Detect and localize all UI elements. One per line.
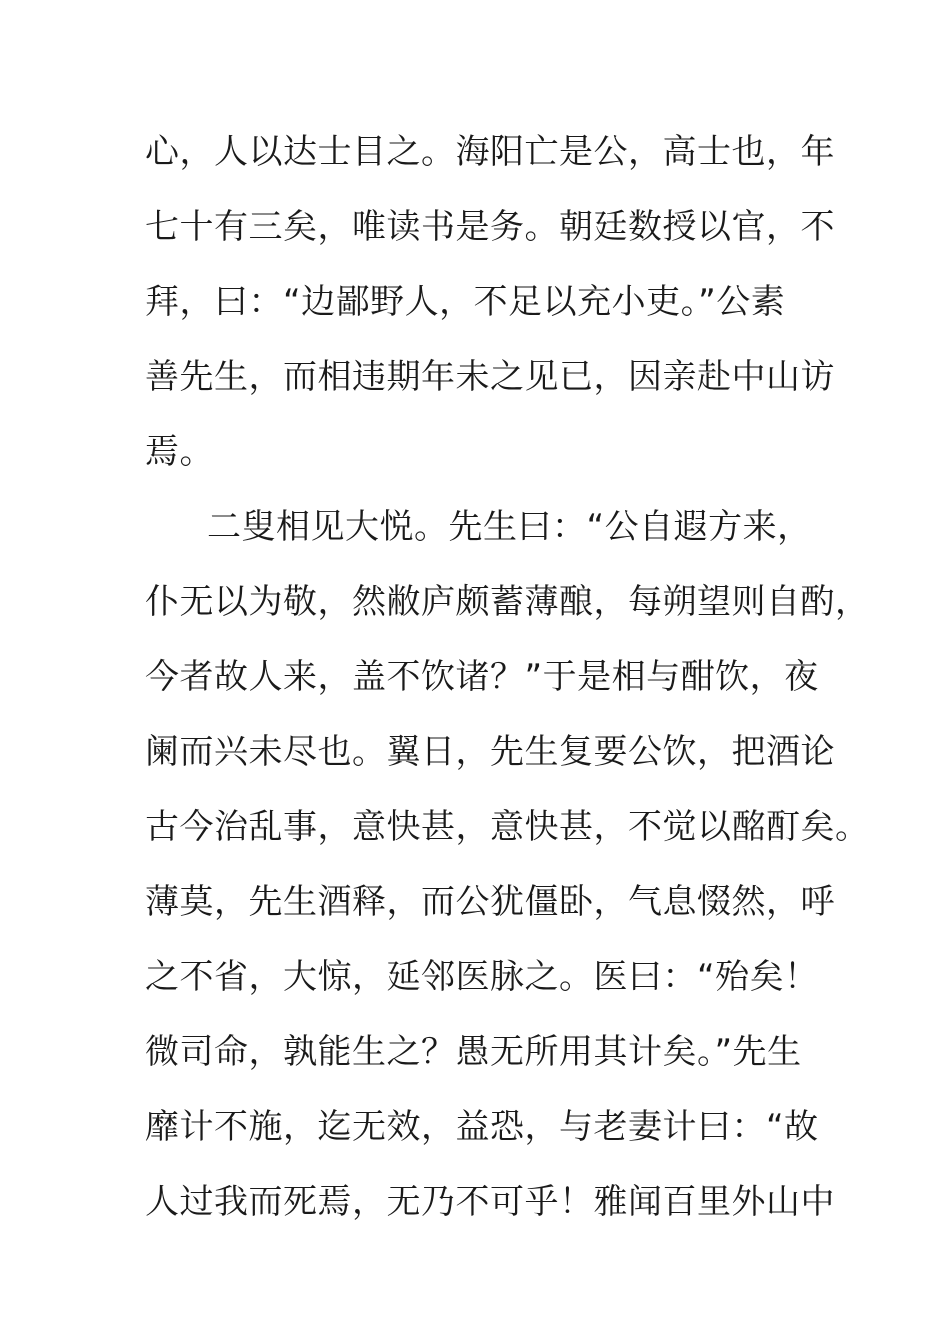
text-line: 靡计不施，迄无效，益恐，与老妻计曰：“故 (145, 1107, 819, 1147)
text-line: 古今治乱事，意快甚，意快甚，不觉以酩酊矣。 (145, 807, 870, 847)
text-line: 善先生，而相违期年未之见已，因亲赴中山访 (145, 357, 835, 397)
text-line: 微司命，孰能生之？愚无所用其计矣。”先生 (145, 1032, 802, 1072)
text-line: 焉。 (145, 432, 214, 472)
text-line: 二叟相见大悦。先生曰：“公自遐方来， (207, 507, 812, 547)
text-line: 阑而兴未尽也。翼日，先生复要公饮，把酒论 (145, 732, 835, 772)
text-line: 七十有三矣，唯读书是务。朝廷数授以官，不 (145, 207, 835, 247)
text-line: 今者故人来，盖不饮诸？”于是相与酣饮，夜 (145, 657, 819, 697)
text-line: 薄莫，先生酒释，而公犹僵卧，气息惙然，呼 (145, 882, 835, 922)
paragraph-1 (145, 122, 835, 497)
text-line: 人过我而死焉，无乃不可乎！雅闻百里外山中 (145, 1182, 835, 1222)
document-body (145, 122, 870, 1247)
text-line: 之不省，大惊，延邻医脉之。医曰：“殆矣！ (145, 957, 819, 997)
text-line: 仆无以为敬，然敝庐颇蓄薄酿，每朔望则自酌， (145, 582, 870, 622)
text-line: 心，人以达士目之。海阳亡是公，高士也，年 (145, 132, 835, 172)
text-line: 拜，曰：“边鄙野人，不足以充小吏。”公素 (145, 282, 786, 322)
paragraph-2 (145, 497, 870, 1247)
